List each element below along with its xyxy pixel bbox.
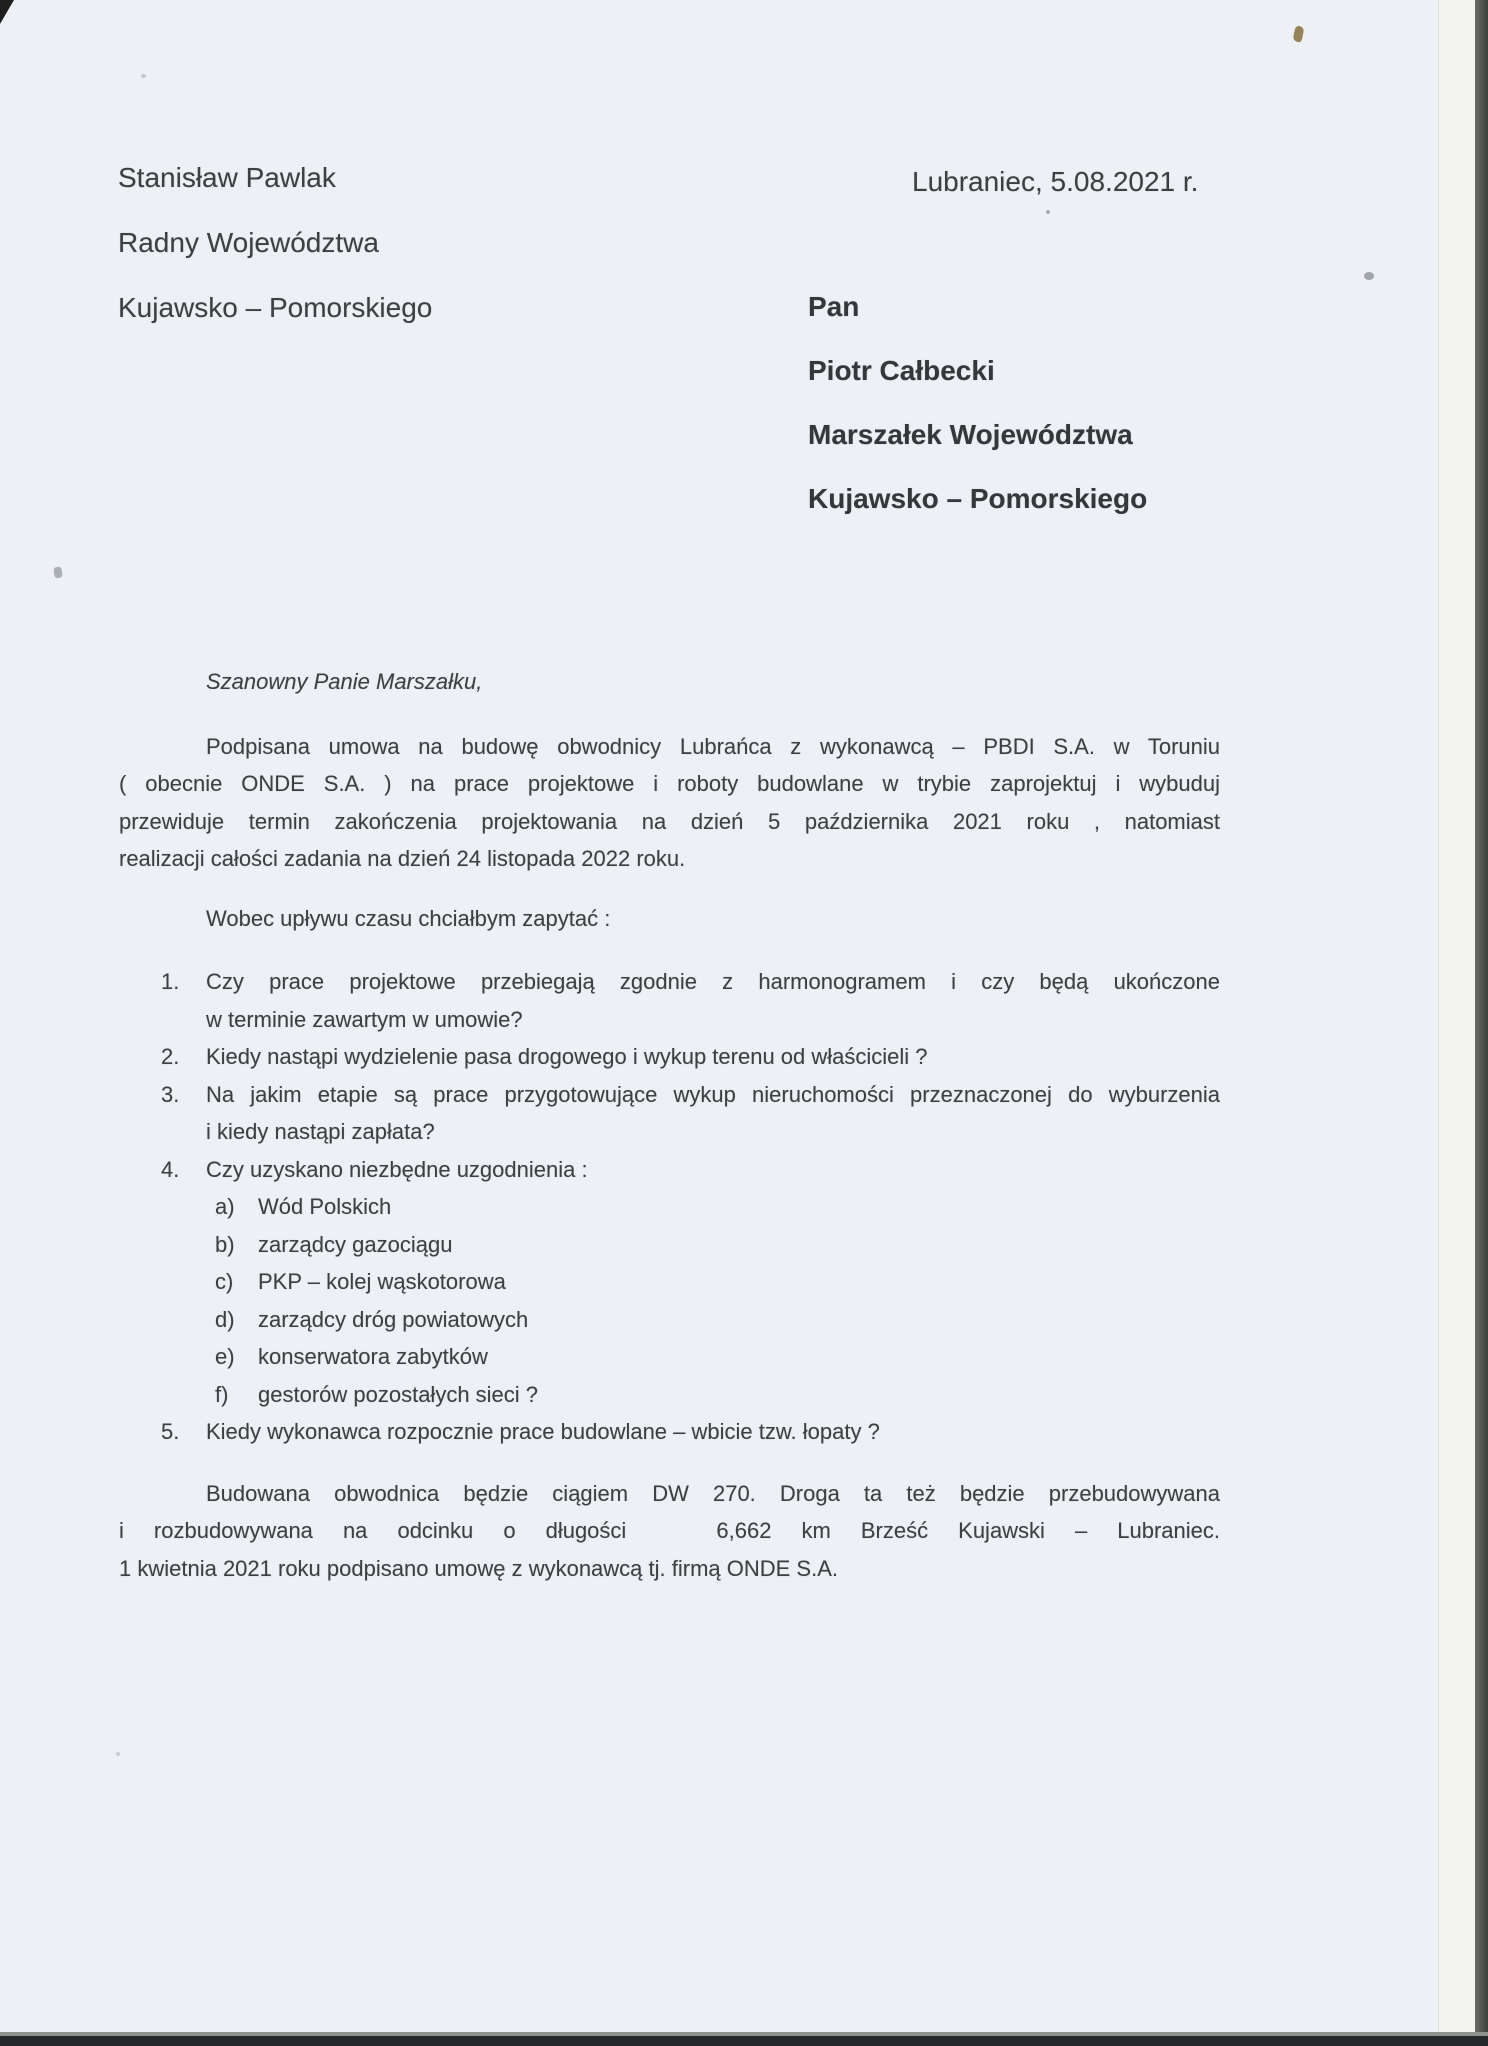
sender-name: Stanisław Pawlak — [118, 162, 336, 193]
paragraph-contract-terms — [119, 728, 1220, 878]
subitem-text: gestorów pozostałych sieci ? — [258, 1381, 539, 1407]
text-line: Czy prace projektowe przebiegają zgodnie z harmonogramem i czy będą ukończone — [206, 969, 1220, 994]
question-text — [206, 1038, 1220, 1076]
question-text — [206, 1151, 1220, 1189]
text-line: przewiduje termin zakończenia projektowania na dzień 5 października 2021 roku , natomiast — [119, 808, 1220, 834]
subitem-text: PKP – kolej wąskotorowa — [258, 1269, 506, 1294]
subitem-text: zarządcy dróg powiatowych — [258, 1306, 529, 1332]
subitem-a — [119, 1188, 1220, 1226]
subitem-e — [119, 1338, 1220, 1376]
question-number: 2. — [161, 1044, 180, 1069]
text-line: Na jakim etapie są prace przygotowujące wykup nieruchomości przeznaczonej do wyburzenia — [206, 1081, 1220, 1107]
paragraph-question-intro: Wobec upływu czasu chciałbym zapytać : — [206, 905, 611, 931]
scan-corner-fold-artifact — [0, 0, 14, 24]
text-line: Kiedy nastąpi wydzielenie pasa drogowego i wykup terenu od właścicieli ? — [206, 1044, 928, 1069]
scan-right-edge-shadow — [1475, 0, 1488, 2046]
subitem-letter: d) — [215, 1306, 235, 1332]
question-item-1 — [119, 963, 1220, 1038]
text-line: Podpisana umowa na budowę obwodnicy Lubrańca z wykonawcą – PBDI S.A. w Toruniu — [206, 733, 1220, 759]
subitem-letter: f) — [215, 1381, 229, 1407]
text-line: 1 kwietnia 2021 roku podpisano umowę z wykonawcą tj. firmą ONDE S.A. — [119, 1555, 838, 1581]
scan-speck — [141, 74, 146, 78]
question-number: 3. — [161, 1081, 180, 1107]
scan-speck — [1364, 272, 1374, 280]
subitem-letter: b) — [215, 1231, 235, 1257]
text-line: i rozbudowywana na odcinku o długości 6,662 km Brześć Kujawski – Lubraniec. — [119, 1518, 1220, 1543]
subitem-letter: c) — [215, 1269, 234, 1294]
recipient-title: Marszałek Województwa — [808, 419, 1133, 450]
recipient-name: Piotr Całbecki — [808, 355, 995, 386]
letter-body — [119, 663, 1220, 1587]
subitem-letter: e) — [215, 1344, 235, 1369]
paragraph-road-info — [119, 1475, 1220, 1588]
question-number: 5. — [161, 1419, 180, 1444]
question-text — [206, 1076, 1220, 1151]
text-line: Kiedy wykonawca rozpocznie prace budowlane – wbicie tzw. łopaty ? — [206, 1419, 880, 1444]
text-line: realizacji całości zadania na dzień 24 listopada 2022 roku. — [119, 846, 686, 871]
question-number: 1. — [161, 969, 180, 994]
subitem-text: konserwatora zabytków — [258, 1344, 488, 1369]
recipient-salutation-word: Pan — [808, 291, 860, 322]
subitem-letter: a) — [215, 1194, 235, 1219]
scan-speck — [116, 1752, 120, 1756]
sender-block — [118, 163, 432, 358]
text-line: Czy uzyskano niezbędne uzgodnienia : — [206, 1156, 588, 1182]
scan-speck — [53, 566, 62, 578]
question-item-5 — [119, 1413, 1220, 1451]
question-number: 4. — [161, 1156, 180, 1182]
scan-speck — [1046, 210, 1050, 214]
sender-region: Kujawsko – Pomorskiego — [118, 292, 433, 323]
recipient-region: Kujawsko – Pomorskiego — [808, 483, 1148, 514]
question-item-2 — [119, 1038, 1220, 1076]
subitem-c — [119, 1263, 1220, 1301]
recipient-block — [808, 292, 1147, 548]
text-line: Budowana obwodnica będzie ciągiem DW 270. Droga ta też będzie przebudowywana — [206, 1480, 1220, 1506]
place-and-date: Lubraniec, 5.08.2021 r. — [912, 166, 1199, 197]
subitem-b — [119, 1226, 1220, 1264]
scan-bottom-edge-bar — [0, 2032, 1488, 2046]
scan-page-edge-strip — [1438, 0, 1475, 2046]
sender-title: Radny Województwa — [118, 227, 379, 258]
letter-salutation: Szanowny Panie Marszałku, — [206, 669, 483, 694]
question-text — [206, 1413, 1220, 1451]
scan-speck — [1292, 25, 1304, 43]
text-line: w terminie zawartym w umowie? — [206, 1006, 523, 1032]
subitem-text: Wód Polskich — [258, 1194, 392, 1219]
subitem-d — [119, 1301, 1220, 1339]
question-item-3 — [119, 1076, 1220, 1151]
questions-list — [119, 963, 1220, 1451]
text-line: ( obecnie ONDE S.A. ) na prace projektowe i roboty budowlane w trybie zaprojektuj i wybuduj — [119, 771, 1220, 796]
subitem-f — [119, 1376, 1220, 1414]
subitem-text: zarządcy gazociągu — [258, 1231, 453, 1257]
question-text — [206, 963, 1220, 1038]
text-line: i kiedy nastąpi zapłata? — [206, 1119, 435, 1144]
question-item-4 — [119, 1151, 1220, 1189]
